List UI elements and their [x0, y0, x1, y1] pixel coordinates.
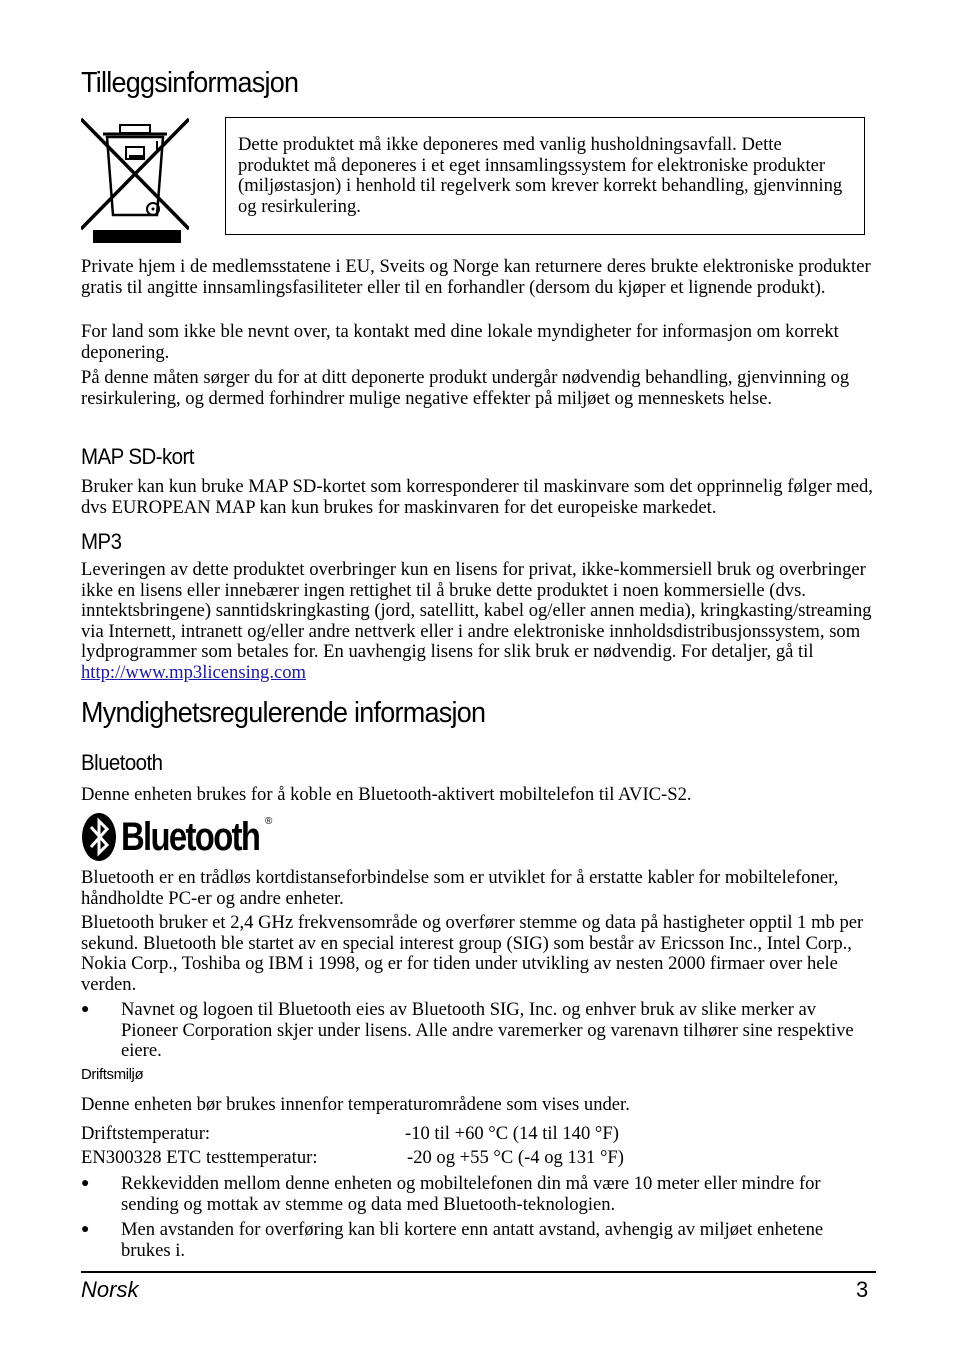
bullet-trademark — [81, 1000, 876, 1062]
paragraph-bluetooth-history: Bluetooth bruker et 2,4 GHz frekvensområde og overfører stemme og data på hastigheter opptil 1 mb per sekund. Bluetooth ble startet av en special interest group (SIG) som består av Ericsson Inc., Intel Corp., Nokia Corp., Toshiba og IBM i 1998, og er for tiden under utvikling av nesten 2000 firmaer over hele verden. — [81, 912, 864, 995]
disposal-notice-text: Dette produktet må ikke deponeres med vanlig husholdningsavfall. Dette produktet må deponeres i et eget innsamlingssystem for elektroniske produkter (miljøstasjon) i henhold til regelverk som krever korrekt behandling, gjenvinning og resirkulering. — [238, 134, 843, 217]
paragraph-operating-environment: Denne enheten bør brukes innenfor temperaturområdene som vises under. — [81, 1094, 630, 1115]
bluetooth-logo-icon — [81, 812, 117, 862]
paragraph-mp3 — [81, 560, 876, 683]
temperature-row-test — [81, 1148, 876, 1169]
temperature-label: EN300328 ETC testtemperatur: — [81, 1147, 318, 1168]
bullet-dot-icon: ● — [81, 1222, 90, 1237]
temperature-label: Driftstemperatur: — [81, 1123, 211, 1144]
registered-mark: ® — [265, 816, 273, 827]
crossed-out-wheelie-bin-icon — [81, 117, 189, 245]
section-title-additional-info: Tilleggsinformasjon — [81, 67, 299, 99]
bullet-range-text: Rekkevidden mellom denne enheten og mobiltelefonen din må være 10 meter eller mindre for sending og mottak av stemme og data med Bluetooth-teknologien. — [121, 1173, 821, 1215]
paragraph-map-sd: Bruker kan kun bruke MAP SD-kortet som korresponderer til maskinvare som det opprinnelig følger med, dvs EUROPEAN MAP kan kun brukes for maskinvaren for det europeiske markedet. — [81, 476, 873, 518]
bullet-range — [81, 1174, 876, 1216]
mp3-license-text: Leveringen av dette produktet overbringer kun en lisens for privat, ikke-kommersiell bruk og overbringer ikke en lisens eller innebærer ingen rettighet til å bruke dette produktet i noen kommersielle (dvs. inntektsbringene) sanntidskringkasting (jord, satellitt, kabel og/eller annen media), kringkasting/streaming via Internett, intranett og/eller andre nettverk eller i andre elektroniske innholdsdistribusjonssystem, som lydprogrammer som betales for. En uavhengig lisens for slik bruk er nødvendig. For detaljer, gå til — [81, 559, 872, 662]
paragraph-environment-effects: På denne måten sørger du for at ditt deponerte produkt undergår nødvendig behandling, gjenvinning og resirkulering, og dermed forhindrer mulige negative effekter på miljøet og menneskets helse. — [81, 367, 850, 409]
temperature-value: -10 til +60 °C (14 til 140 °F) — [405, 1123, 619, 1144]
paragraph-other-countries: For land som ikke ble nevnt over, ta kontakt med dine lokale myndigheter for informasjon om korrekt deponering. — [81, 321, 839, 363]
bullet-dot-icon: ● — [81, 1002, 90, 1017]
disposal-notice-box — [225, 117, 865, 235]
bluetooth-logo — [81, 812, 281, 862]
bullet-distance — [81, 1220, 876, 1262]
bullet-dot-icon: ● — [81, 1176, 90, 1191]
mp3-licensing-link[interactable]: http://www.mp3licensing.com — [81, 661, 306, 683]
bullet-distance-text: Men avstanden for overføring kan bli kortere enn antatt avstand, avhengig av miljøet enhetene brukes i. — [121, 1219, 824, 1261]
footer-page-number: 3 — [856, 1277, 869, 1302]
temperature-row-operating — [81, 1124, 876, 1145]
footer-language: Norsk — [81, 1277, 139, 1302]
subheading-mp3: MP3 — [81, 529, 122, 554]
paragraph-bluetooth-intro: Denne enheten brukes for å koble en Bluetooth-aktivert mobiltelefon til AVIC-S2. — [81, 784, 692, 805]
paragraph-bluetooth-description: Bluetooth er en trådløs kortdistanseforbindelse som er utviklet for å erstatte kabler for mobiltelefoner, håndholdte PC-er og andre enheter. — [81, 867, 839, 909]
subheading-map-sd: MAP SD-kort — [81, 444, 194, 469]
section-title-regulatory-info: Myndighetsregulerende informasjon — [81, 697, 486, 729]
bullet-trademark-text: Navnet og logoen til Bluetooth eies av Bluetooth SIG, Inc. og enhver bruk av slike merker av Pioneer Corporation skjer under lisens. Alle andre varemerker og varenavn tilhører sine respektive eiere. — [121, 999, 854, 1061]
paragraph-eu-returns: Private hjem i de medlemsstatene i EU, Sveits og Norge kan returnere deres brukte elektroniske produkter gratis til angitte innsamlingsfasiliteter eller til en forhandler (dersom du kjøper et lignende produkt). — [81, 256, 871, 298]
footer-divider — [81, 1271, 876, 1273]
subheading-operating-environment: Driftsmiljø — [81, 1066, 144, 1083]
bluetooth-logo-text: Bluetooth — [121, 815, 260, 859]
temperature-value: -20 og +55 °C (-4 og 131 °F) — [407, 1147, 624, 1168]
subheading-bluetooth: Bluetooth — [81, 750, 163, 775]
